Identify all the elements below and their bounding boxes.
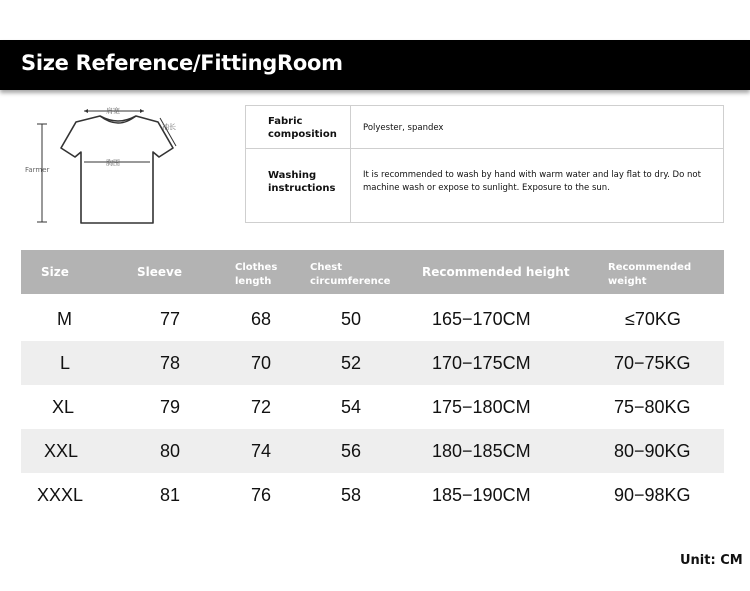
cell-size: XL	[52, 397, 75, 417]
table-row	[21, 341, 724, 385]
table-row	[21, 297, 724, 341]
header-weight: Recommended weight	[608, 262, 692, 287]
cell-length: 76	[251, 485, 272, 505]
cell-sleeve: 81	[160, 485, 181, 505]
cell-chest: 58	[341, 485, 362, 505]
table-row	[21, 473, 724, 517]
table-row	[21, 429, 724, 473]
cell-chest: 54	[341, 397, 362, 417]
sleeve-label: 袖长	[162, 123, 176, 131]
cell-sleeve: 77	[160, 309, 181, 329]
cell-weight: 90−98KG	[614, 485, 691, 505]
composition-value: Polyester, spandex	[363, 123, 444, 133]
cell-sleeve: 78	[160, 353, 181, 373]
composition-label: Fabric composition	[268, 116, 337, 140]
cell-size: XXXL	[37, 485, 84, 505]
cell-height: 165−170CM	[432, 309, 531, 329]
cell-weight: ≤70KG	[625, 309, 681, 329]
length-label: Farmer	[25, 166, 50, 174]
shoulder-label: 肩宽	[106, 107, 120, 115]
unit-note: Unit: CM	[680, 553, 743, 568]
shirt-measurement-diagram	[20, 100, 210, 230]
header-chest: Chest circumference	[310, 262, 391, 287]
cell-chest: 52	[341, 353, 362, 373]
cell-height: 180−185CM	[432, 441, 531, 461]
title-banner	[0, 40, 750, 90]
cell-size: XXL	[44, 441, 79, 461]
cell-length: 70	[251, 353, 272, 373]
washing-row	[246, 148, 723, 222]
cell-size: M	[57, 309, 72, 329]
cell-sleeve: 79	[160, 397, 181, 417]
chest-label: 胸围	[106, 159, 120, 167]
composition-row	[246, 106, 723, 149]
header-size: Size	[41, 265, 69, 279]
cell-weight: 80−90KG	[614, 441, 691, 461]
table-header	[21, 250, 724, 294]
cell-length: 72	[251, 397, 272, 417]
cell-size: L	[60, 353, 71, 373]
cell-weight: 70−75KG	[614, 353, 691, 373]
cell-height: 185−190CM	[432, 485, 531, 505]
washing-label: Washing instructions	[268, 170, 336, 194]
header-sleeve: Sleeve	[137, 265, 182, 279]
header-clothes-length: Clothes length	[235, 262, 278, 287]
table-row	[21, 385, 724, 429]
cell-length: 74	[251, 441, 272, 461]
washing-value: It is recommended to wash by hand with warm water and lay flat to dry. Do not machine wash or expose to sunlight. Exposure to the sun.	[363, 170, 701, 193]
cell-height: 170−175CM	[432, 353, 531, 373]
header-height: Recommended height	[422, 265, 570, 279]
cell-height: 175−180CM	[432, 397, 531, 417]
cell-chest: 50	[341, 309, 362, 329]
cell-weight: 75−80KG	[614, 397, 691, 417]
cell-sleeve: 80	[160, 441, 181, 461]
page-title: Size Reference/FittingRoom	[21, 51, 343, 75]
fabric-info-table	[245, 105, 724, 223]
cell-length: 68	[251, 309, 272, 329]
cell-chest: 56	[341, 441, 362, 461]
